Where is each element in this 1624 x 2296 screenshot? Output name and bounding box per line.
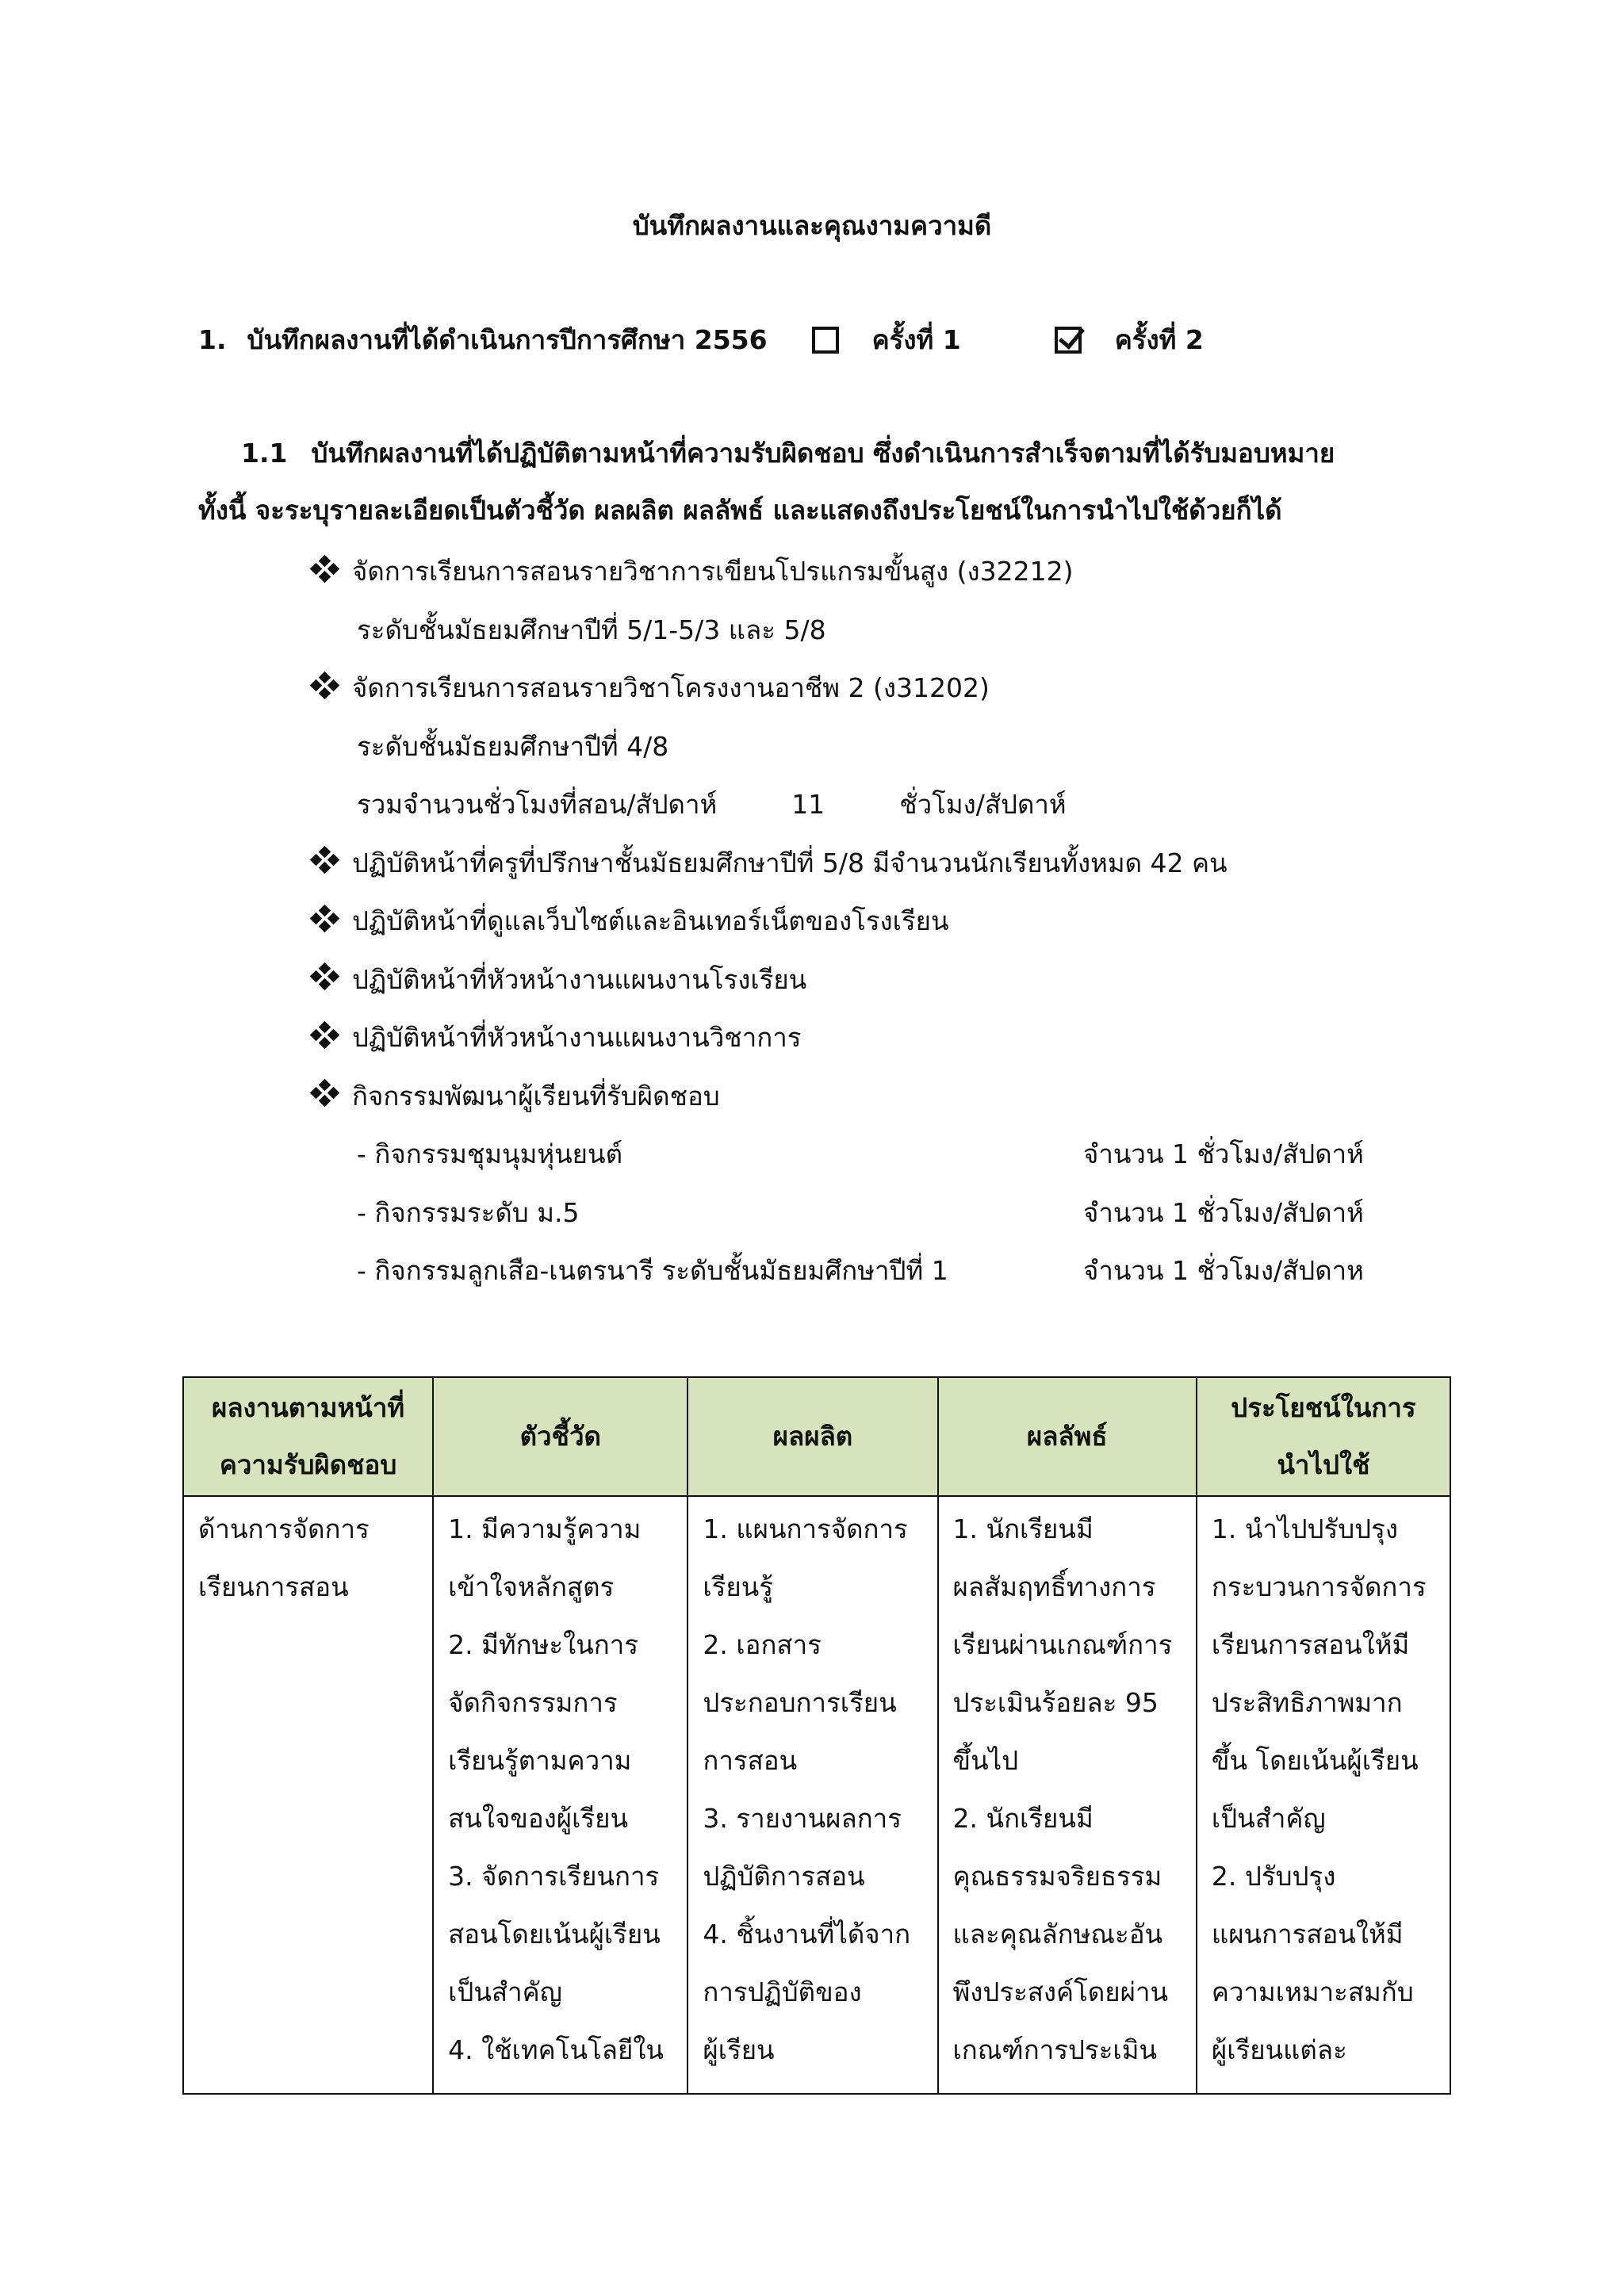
cell-line: ผู้เรียน <box>703 2034 775 2065</box>
checkbox-round-1[interactable] <box>812 327 839 354</box>
section-1-text: บันทึกผลงานที่ได้ดำเนินการปีการศึกษา 2556 <box>247 324 768 355</box>
cell-line: ประกอบการเรียน <box>703 1687 897 1718</box>
cell-line: เข้าใจหลักสูตร <box>448 1571 615 1602</box>
hours-label: รวมจำนวนชั่วโมงที่สอน/สัปดาห์ <box>357 789 718 820</box>
header-responsibility <box>183 1377 433 1496</box>
checkbox-round-1-label: ครั้งที่ 1 <box>871 324 961 355</box>
cell-line: เรียนรู้ตามความ <box>448 1745 632 1776</box>
cell-line: เรียนผ่านเกณฑ์การ <box>952 1629 1173 1660</box>
header-text: ความรับผิดชอบ <box>219 1449 397 1480</box>
subsection-1-1 <box>198 425 1435 539</box>
cell-line: พึงประสงค์โดยผ่าน <box>952 1976 1169 2007</box>
list-item-text: ปฏิบัติหน้าที่ดูแลเว็บไซต์และอินเทอร์เน็ตของโรงเรียน <box>352 905 949 936</box>
subsection-line-2: ทั้งนี้ จะระบุรายละเอียดเป็นตัวชี้วัด ผลผลิต ผลลัพธ์ และแสดงถึงประโยชน์ในการนำไปใช้ด้วยก็ได้ <box>198 495 1282 526</box>
cell-line: เกณฑ์การประเมิน <box>952 2034 1158 2065</box>
header-outcome: ผลลัพธ์ <box>938 1377 1197 1496</box>
cell-line: 1. มีความรู้ความ <box>448 1513 642 1544</box>
cell-line: กระบวนการจัดการ <box>1211 1571 1427 1602</box>
cell-line: 2. เอกสาร <box>703 1629 822 1660</box>
activity-amount: จำนวน 1 ชั่วโมง/สัปดาห์ <box>1083 1138 1364 1169</box>
cell-line: ปฏิบัติการสอน <box>703 1861 865 1892</box>
activity-row <box>309 1125 1364 1184</box>
cell-line: 3. รายงานผลการ <box>703 1803 902 1834</box>
subsection-line-1 <box>198 425 1435 482</box>
cell-line: เป็นสำคัญ <box>1211 1803 1326 1834</box>
page-title: บันทึกผลงานและคุณงามความดี <box>632 210 992 241</box>
list-item-sub: ระดับชั้นมัธยมศึกษาปีที่ 4/8 <box>357 730 669 762</box>
diamond-bullet-icon <box>309 1023 341 1047</box>
diamond-bullet-icon <box>309 906 341 930</box>
cell-line: เรียนการสอนให้มี <box>1211 1629 1410 1660</box>
cell-line: ประเมินร้อยละ 95 <box>952 1687 1159 1718</box>
cell-line: ประสิทธิภาพมาก <box>1211 1687 1403 1718</box>
activity-name: - กิจกรรมระดับ ม.5 <box>357 1196 580 1228</box>
teaching-hours-line <box>309 775 1228 834</box>
cell-line: 2. มีทักษะในการ <box>448 1629 639 1660</box>
checkbox-round-2-label: ครั้งที่ 2 <box>1114 324 1204 355</box>
cell-responsibility <box>183 1496 433 2094</box>
list-item-text: ปฏิบัติหน้าที่หัวหน้างานแผนงานโรงเรียน <box>352 963 807 995</box>
cell-output <box>688 1496 937 2094</box>
responsibility-list <box>309 542 1364 1300</box>
activity-row <box>309 1184 1364 1242</box>
table-header-row <box>183 1377 1450 1496</box>
cell-line: สนใจของผู้เรียน <box>448 1803 629 1834</box>
performance-table <box>182 1376 1451 2095</box>
cell-line: ด้านการจัดการ <box>198 1513 370 1544</box>
cell-line: คุณธรรมจริยธรรม <box>952 1861 1162 1892</box>
list-item <box>309 1008 1228 1067</box>
cell-line: 1. แผนการจัดการ <box>703 1513 908 1544</box>
header-text: ผลงานตามหน้าที่ <box>212 1392 405 1423</box>
activity-amount: จำนวน 1 ชั่วโมง/สัปดาห์ <box>1083 1196 1364 1228</box>
cell-line: สอนโดยเน้นผู้เรียน <box>448 1919 661 1950</box>
activity-name: - กิจกรรมชุมนุมหุ่นยนต์ <box>357 1138 622 1169</box>
diamond-bullet-icon <box>309 848 341 871</box>
header-benefit <box>1197 1377 1450 1496</box>
list-item-text: จัดการเรียนการสอนรายวิชาการเขียนโปรแกรมขั้นสูง (ง32212) <box>352 556 1074 587</box>
list-item-text: ปฏิบัติหน้าที่หัวหน้างานแผนงานวิชาการ <box>352 1022 802 1053</box>
header-indicator: ตัวชี้วัด <box>433 1377 688 1496</box>
cell-line: แผนการสอนให้มี <box>1211 1919 1404 1950</box>
cell-line: 4. ใช้เทคโนโลยีใน <box>448 2034 664 2065</box>
list-item-sub: ระดับชั้นมัธยมศึกษาปีที่ 5/1-5/3 และ 5/8 <box>357 614 826 645</box>
cell-outcome <box>938 1496 1197 2094</box>
header-output: ผลผลิต <box>688 1377 937 1496</box>
cell-line: ผลสัมฤทธิ์ทางการ <box>952 1571 1156 1602</box>
cell-line: 3. จัดการเรียนการ <box>448 1861 660 1892</box>
activity-amount: จำนวน 1 ชั่วโมง/สัปดาห <box>1083 1255 1364 1286</box>
cell-line: 4. ชิ้นงานที่ได้จาก <box>703 1919 911 1950</box>
cell-line: 1. นักเรียนมี <box>952 1513 1094 1544</box>
activity-name: - กิจกรรมลูกเสือ-เนตรนารี ระดับชั้นมัธยมศึกษาปีที่ 1 <box>357 1255 948 1286</box>
header-text: นำไปใช้ <box>1277 1449 1370 1480</box>
diamond-bullet-icon <box>309 557 341 580</box>
activity-row <box>309 1242 1364 1300</box>
cell-line: จัดกิจกรรมการ <box>448 1687 618 1718</box>
list-item <box>309 951 1228 1009</box>
list-item <box>309 542 1228 601</box>
hours-unit: ชั่วโมง/สัปดาห์ <box>899 789 1067 820</box>
checkbox-round-2[interactable] <box>1055 327 1082 354</box>
cell-line: เป็นสำคัญ <box>448 1976 562 2007</box>
header-text: ประโยชน์ในการ <box>1231 1392 1416 1423</box>
table-row <box>183 1496 1450 2094</box>
cell-line: 2. ปรับปรุง <box>1211 1861 1336 1892</box>
list-item-text: ปฏิบัติหน้าที่ครูที่ปรึกษาชั้นมัธยมศึกษาปีที่ 5/8 มีจำนวนนักเรียนทั้งหมด 42 คน <box>352 847 1228 878</box>
diamond-bullet-icon <box>309 964 341 988</box>
cell-line: ผู้เรียนแต่ละ <box>1211 2034 1347 2065</box>
subsection-number: 1.1 <box>241 438 288 469</box>
cell-line: การสอน <box>703 1745 798 1776</box>
diamond-bullet-icon <box>309 1081 341 1104</box>
list-item <box>309 892 1228 951</box>
section-1-number: 1. <box>198 324 227 355</box>
cell-line: เรียนการสอน <box>198 1571 349 1602</box>
section-1-heading <box>198 319 1204 361</box>
list-item <box>309 834 1228 893</box>
cell-line: และคุณลักษณะอัน <box>952 1919 1163 1950</box>
diamond-bullet-icon <box>309 673 341 697</box>
cell-benefit <box>1197 1496 1450 2094</box>
list-item-text: จัดการเรียนการสอนรายวิชาโครงงานอาชีพ 2 (ง31202) <box>352 672 990 703</box>
hours-value: 11 <box>791 789 825 820</box>
list-item <box>309 1067 1228 1126</box>
cell-line: 1. นำไปปรับปรุง <box>1211 1513 1398 1544</box>
cell-line: 2. นักเรียนมี <box>952 1803 1094 1834</box>
cell-line: ขึ้น โดยเน้นผู้เรียน <box>1211 1745 1419 1776</box>
cell-line: ความเหมาะสมกับ <box>1211 1976 1414 2007</box>
cell-indicator <box>433 1496 688 2094</box>
cell-line: การปฏิบัติของ <box>703 1976 862 2007</box>
list-item-text: กิจกรรมพัฒนาผู้เรียนที่รับผิดชอบ <box>352 1080 720 1112</box>
subsection-line-1-text: บันทึกผลงานที่ได้ปฏิบัติตามหน้าที่ความรับผิดชอบ ซึ่งดำเนินการสำเร็จตามที่ได้รับมอบหมาย <box>311 438 1335 469</box>
cell-line: ขึ้นไป <box>952 1745 1019 1776</box>
list-item <box>309 659 1228 718</box>
cell-line: เรียนรู้ <box>703 1571 773 1602</box>
